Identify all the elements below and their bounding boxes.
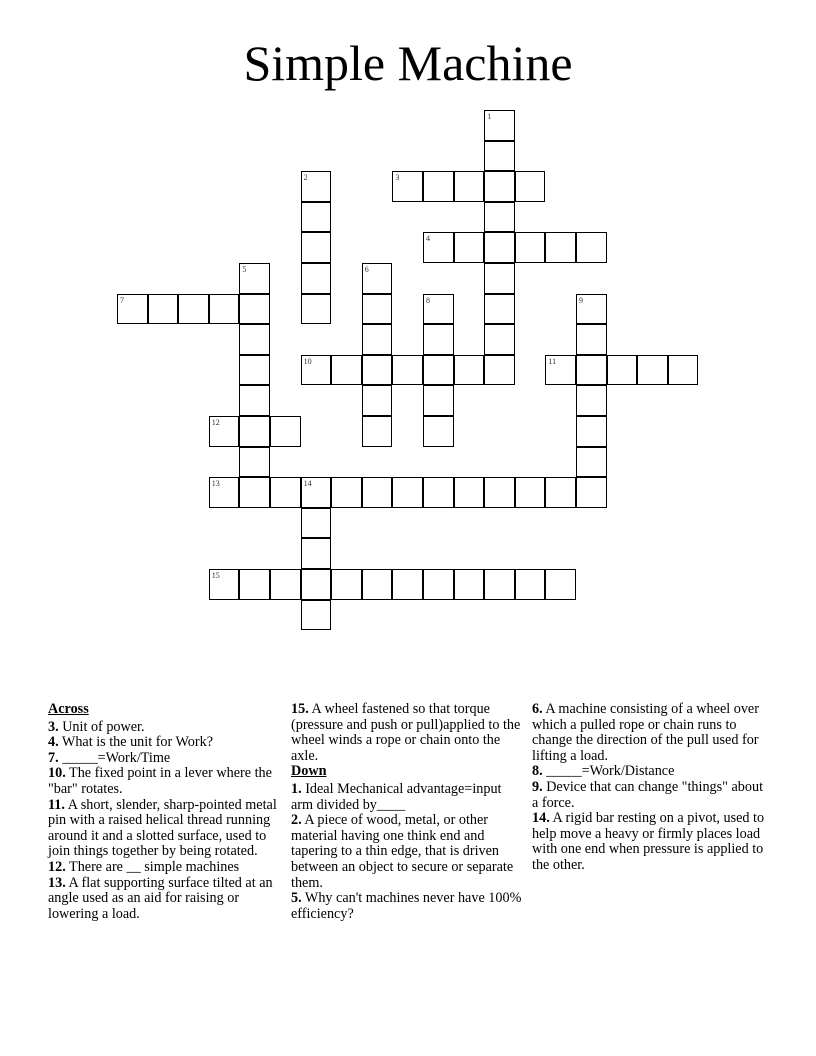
grid-cell[interactable] <box>454 232 485 263</box>
clue-number: 10 <box>303 356 312 366</box>
clue-number: 7 <box>120 295 124 305</box>
clue-down-2: 2. A piece of wood, metal, or other material having one think end and tapering to a thin edge, that is driven between an object to secure or separate them. <box>291 812 514 891</box>
grid-cell[interactable] <box>301 294 332 325</box>
grid-cell[interactable] <box>362 355 393 386</box>
grid-cell[interactable] <box>515 569 546 600</box>
grid-cell[interactable] <box>301 600 332 631</box>
clue-down-9: 9. Device that can change "things" about a force. <box>532 778 764 811</box>
grid-cell[interactable] <box>301 538 332 569</box>
clue-down-6: 6. A machine consisting of a wheel over which a pulled rope or chain runs to change the direction of the pull used for lifting a load. <box>532 701 759 764</box>
clue-across-11: 11. A short, slender, sharp-pointed metal pin with a raised helical thread running around it and a slotted surface, used to join things together by being rotated. <box>48 796 277 860</box>
grid-cell[interactable] <box>301 477 332 508</box>
grid-cell[interactable] <box>209 477 240 508</box>
clue-number: 5 <box>242 265 247 274</box>
clue-number: 1 <box>487 112 492 121</box>
grid-cell[interactable] <box>484 263 515 294</box>
clue-number: 15 <box>211 571 220 580</box>
grid-cell[interactable] <box>515 171 546 202</box>
clue-number: 4 <box>426 234 430 244</box>
grid-cell[interactable] <box>484 569 515 600</box>
grid-cell[interactable] <box>392 477 423 508</box>
clue-across-3: 3. Unit of power. <box>48 718 145 735</box>
grid-cell[interactable] <box>545 355 576 386</box>
grid-cell[interactable] <box>239 447 270 478</box>
grid-cell[interactable] <box>423 232 454 263</box>
clue-across-13: 13. A flat supporting surface tilted at an angle used as an aid for raising or lowering a load. <box>48 874 273 922</box>
clue-number: 2 <box>303 173 308 183</box>
grid-cell[interactable] <box>362 294 393 325</box>
grid-cell[interactable] <box>484 110 515 141</box>
grid-cell[interactable] <box>239 477 270 508</box>
grid-cell[interactable] <box>362 385 393 416</box>
grid-cell[interactable] <box>301 569 332 600</box>
clue-number: 9 <box>579 295 583 305</box>
clue-number: 11 <box>548 356 557 366</box>
grid-cell[interactable] <box>301 355 332 386</box>
clue-down-14: 14. A rigid bar resting on a pivot, used to help move a heavy or firmly places load with one end when pressure is applied to the other. <box>532 810 765 873</box>
grid-cell[interactable] <box>239 416 270 447</box>
grid-cell[interactable] <box>392 171 423 202</box>
grid-cell[interactable] <box>239 294 270 325</box>
clue-number: 14 <box>303 479 312 489</box>
grid-cell[interactable] <box>239 569 270 600</box>
grid-cell[interactable] <box>484 477 515 508</box>
grid-cell[interactable] <box>576 232 607 263</box>
clue-down-1: 1. Ideal Mechanical advantage=input arm divided by____ <box>291 780 502 813</box>
grid-cell[interactable] <box>484 232 515 263</box>
grid-cell[interactable] <box>423 569 454 600</box>
clue-across-7: 7. _____=Work/Time <box>48 749 171 766</box>
grid-cell[interactable] <box>301 171 332 202</box>
grid-cell[interactable] <box>239 263 270 294</box>
grid-cell[interactable] <box>270 569 301 600</box>
clue-number: 6 <box>364 265 369 274</box>
grid-cell[interactable] <box>239 355 270 386</box>
grid-cell[interactable] <box>576 294 607 325</box>
grid-cell[interactable] <box>668 355 699 386</box>
clues-column-1 <box>48 702 283 922</box>
grid-cell[interactable] <box>239 385 270 416</box>
grid-cell[interactable] <box>576 324 607 355</box>
grid-cell[interactable] <box>484 324 515 355</box>
grid-cell[interactable] <box>423 294 454 325</box>
grid-cell[interactable] <box>423 477 454 508</box>
grid-cell[interactable] <box>423 385 454 416</box>
grid-cell[interactable] <box>331 355 362 386</box>
grid-cell[interactable] <box>576 477 607 508</box>
clue-number: 3 <box>395 173 400 183</box>
clue-number: 12 <box>211 418 220 427</box>
clue-down-8: 8. _____=Work/Distance <box>532 763 675 780</box>
grid-cell[interactable] <box>331 569 362 600</box>
grid-cell[interactable] <box>209 416 240 447</box>
grid-cell[interactable] <box>484 141 515 172</box>
grid-cell[interactable] <box>362 263 393 294</box>
grid-cell[interactable] <box>515 232 546 263</box>
grid-cell[interactable] <box>576 416 607 447</box>
grid-cell[interactable] <box>331 477 362 508</box>
grid-cell[interactable] <box>392 355 423 386</box>
clues-column-3 <box>532 702 772 874</box>
grid-cell[interactable] <box>301 508 332 539</box>
clue-down-5: 5. Why can't machines never have 100% efficiency? <box>291 890 522 922</box>
grid-cell[interactable] <box>178 294 209 325</box>
grid-cell[interactable] <box>209 294 240 325</box>
grid-cell[interactable] <box>392 569 423 600</box>
grid-cell[interactable] <box>484 202 515 233</box>
grid-cell[interactable] <box>423 416 454 447</box>
grid-cell[interactable] <box>454 355 485 386</box>
clue-number: 8 <box>426 295 430 305</box>
grid-cell[interactable] <box>515 477 546 508</box>
grid-cell[interactable] <box>576 355 607 386</box>
across-heading: Across <box>48 701 89 717</box>
grid-cell[interactable] <box>545 232 576 263</box>
grid-cell[interactable] <box>148 294 179 325</box>
grid-cell[interactable] <box>576 447 607 478</box>
clue-across-15: 15. A wheel fastened so that torque (pressure and push or pull)applied to the wheel winds a rope or chain onto the axle. <box>291 701 521 764</box>
grid-cell[interactable] <box>362 324 393 355</box>
grid-cell[interactable] <box>301 202 332 233</box>
grid-cell[interactable] <box>637 355 668 386</box>
grid-cell[interactable] <box>301 263 332 294</box>
grid-cell[interactable] <box>239 324 270 355</box>
down-heading: Down <box>291 763 327 780</box>
grid-cell[interactable] <box>270 477 301 508</box>
grid-cell[interactable] <box>270 416 301 447</box>
grid-cell[interactable] <box>423 355 454 386</box>
grid-cell[interactable] <box>484 171 515 202</box>
grid-cell[interactable] <box>454 171 485 202</box>
grid-cell[interactable] <box>545 569 576 600</box>
grid-cell[interactable] <box>607 355 638 386</box>
clue-number: 13 <box>211 479 220 489</box>
puzzle-title: Simple Machine <box>243 35 573 91</box>
grid-cell[interactable] <box>301 232 332 263</box>
grid-cell[interactable] <box>454 477 485 508</box>
clue-across-10: 10. The fixed point in a lever where the "bar" rotates. <box>48 765 272 797</box>
grid-cell[interactable] <box>545 477 576 508</box>
grid-cell[interactable] <box>362 569 393 600</box>
grid-cell[interactable] <box>576 385 607 416</box>
grid-cell[interactable] <box>117 294 148 325</box>
grid-cell[interactable] <box>484 355 515 386</box>
grid-cell[interactable] <box>362 477 393 508</box>
clue-across-4: 4. What is the unit for Work? <box>48 734 214 751</box>
grid-cell[interactable] <box>484 294 515 325</box>
grid-cell[interactable] <box>362 416 393 447</box>
grid-cell[interactable] <box>423 324 454 355</box>
grid-cell[interactable] <box>209 569 240 600</box>
grid-cell[interactable] <box>423 171 454 202</box>
clue-across-12: 12. There are __ simple machines <box>48 858 240 875</box>
grid-cell[interactable] <box>454 569 485 600</box>
clues-column-2 <box>291 702 523 922</box>
